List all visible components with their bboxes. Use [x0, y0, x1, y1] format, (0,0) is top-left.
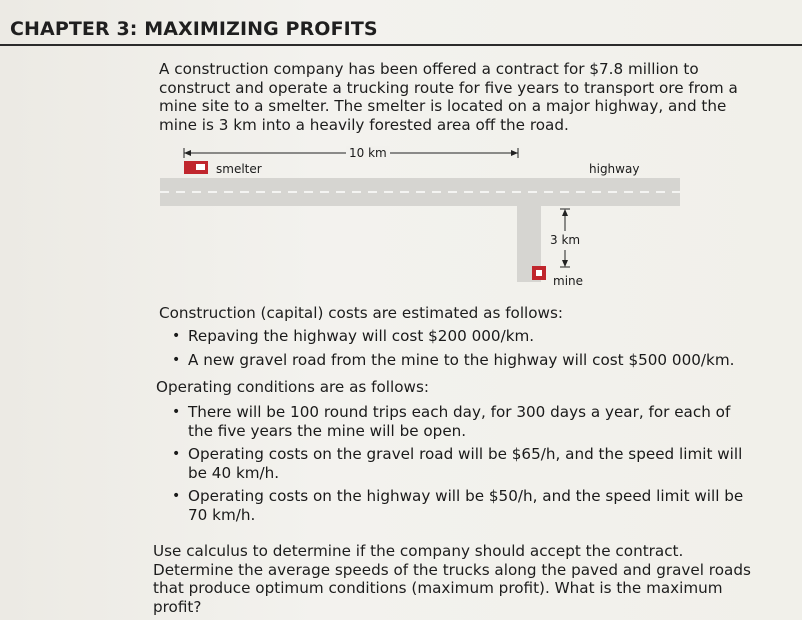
route-diagram — [160, 140, 680, 300]
mine-icon-center — [536, 270, 542, 276]
distance-label: 10 km — [346, 146, 390, 160]
distance-left-arrow — [184, 150, 191, 156]
mine-label: mine — [553, 274, 584, 288]
distance-right-arrow — [511, 150, 518, 156]
highway-label: highway — [589, 162, 640, 176]
operating-heading: Operating conditions are as follows: — [156, 378, 429, 396]
list-item: • Operating costs on the highway will be $50/h, and the speed limit will be 70 km/h. — [172, 487, 752, 524]
list-item: • A new gravel road from the mine to the highway will cost $500 000/km. — [172, 351, 752, 370]
chapter-title: CHAPTER 3: MAXIMIZING PROFITS — [10, 18, 378, 40]
problem-question: Use calculus to determine if the company should accept the contract. Determine the average speeds of the trucks along the paved and gravel roads that produce optimum conditions (maximum profit). What is the maximum profit? — [153, 542, 751, 616]
title-divider — [0, 44, 802, 46]
problem-intro: A construction company has been offered a contract for $7.8 million to construct and operate a trucking route for five years to transport ore from a mine site to a smelter. The smelter is located on a major highway, and the mine is 3 km into a heavily forested area off the road. — [159, 60, 738, 134]
smelter-label: smelter — [216, 162, 262, 176]
construction-cost-list — [172, 327, 752, 374]
vertical-top-arrow — [562, 209, 568, 216]
list-item: • There will be 100 round trips each day, for 300 days a year, for each of the five years the mine will be open. — [172, 403, 752, 440]
gravel-distance-label: 3 km — [550, 233, 581, 247]
vertical-bottom-arrow — [562, 260, 568, 267]
list-item: • Operating costs on the gravel road will be $65/h, and the speed limit will be 40 km/h. — [172, 445, 752, 482]
smelter-icon-window — [196, 164, 205, 170]
construction-heading: Construction (capital) costs are estimated as follows: — [159, 304, 564, 322]
operating-conditions-list — [172, 403, 752, 530]
list-item: • Repaving the highway will cost $200 000/km. — [172, 327, 752, 346]
